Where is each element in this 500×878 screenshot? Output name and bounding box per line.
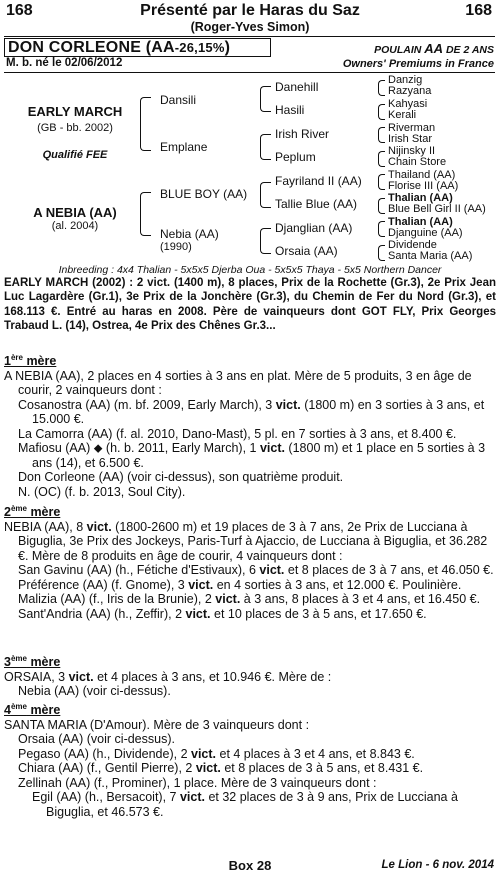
pedigree-ggg-5b: Florise III (AA) (388, 180, 459, 192)
bracket-gg-6 (378, 198, 385, 214)
fourth-dam-section (4, 700, 496, 819)
pedigree-g1: Dansili (160, 93, 197, 107)
pedigree-ggg-5a: Thailand (AA) (388, 169, 456, 181)
sire-summary: EARLY MARCH (2002) : 2 vict. (1400 m), 8 places, Prix de la Rochette (Gr.3), 2e Prix Jean Luc Lagardère (Gr.1), 3e Prix de la Jonchère (Gr.3), du Chemin de Fer du Nord (Gr.3), et 168.113 €. Entré au haras en 2008. Père de vainqueurs dont GOT FLY, Prix Georges Trabaud L. (14), Ostrea, 4e Prix des Chênes Gr.3... (4, 277, 496, 332)
horse-sex-age: POULAIN AA DE 2 ANS (374, 41, 494, 56)
header-rule (4, 36, 495, 37)
list-item: N. (OC) (f. b. 2013, Soul City). (18, 484, 186, 499)
second-dam-text: NEBIA (AA), 8 vict. (1800-2600 m) et 19 places de 3 à 7 ans, 2e Prix de Lucciana à Biguglia, 3e Prix des Jockeys, Paris-Turf à Ajaccio, de Lucciana à Biguglia, et 36.282 €. Mère de 8 produits en âge de courir, 4 vainqueurs dont : (4, 519, 488, 563)
bracket-gg-3 (378, 127, 385, 143)
horse-name: DON CORLEONE (AA-26,15%) (8, 39, 231, 56)
bracket-g4 (260, 228, 271, 254)
bracket-g2 (260, 134, 271, 160)
bracket-dam (140, 192, 151, 236)
fourth-dam-heading: 4ème mère (4, 702, 61, 718)
pedigree-gg-6: Tallie Blue (AA) (275, 197, 358, 211)
pedigree-ggg-2a: Kahyasi (388, 98, 428, 110)
sale-location-date: Le Lion - 6 nov. 2014 (381, 859, 494, 871)
horse-dob: M. b. né le 02/06/2012 (6, 57, 123, 69)
pedigree-ggg-7b: Djanguine (AA) (388, 227, 463, 239)
pedigree-ggg-1b: Razyana (388, 85, 432, 97)
bracket-sire (140, 97, 151, 151)
pedigree-ggg-8b: Santa Maria (AA) (388, 250, 473, 262)
fourth-dam-text: SANTA MARIA (D'Amour). Mère de 3 vainqueurs dont : (4, 717, 310, 732)
consignor: (Roger-Yves Simon) (190, 20, 310, 34)
header-rule-2 (4, 72, 495, 73)
list-item: Cosanostra (AA) (m. bf. 2009, Early March), 3 vict. (1800 m) en 3 sorties à 3 ans, et 15.000 €. (18, 397, 485, 427)
pedigree-ggg-8a: Dividende (388, 239, 437, 251)
bracket-gg-8 (378, 245, 385, 261)
pedigree-sire-info: (GB - bb. 2002) (37, 122, 113, 134)
pedigree-ggg-6b: Blue Bell Girl II (AA) (388, 203, 486, 215)
first-dam-section (4, 351, 496, 499)
bracket-gg-5 (378, 174, 385, 190)
pedigree-ggg-1a: Danzig (388, 74, 423, 86)
list-item: Egil (AA) (h., Bersacoit), 7 vict. et 32 places de 3 à 9 ans, Prix de Lucciana à Biguglia, et 46.573 €. (32, 790, 458, 819)
list-item: Mafiosu (AA) ⬥ (h. b. 2011, Early March), 1 vict. (1800 m) et 1 place en 5 sorties à 3 ans (14), et 6.500 €. (18, 441, 486, 470)
list-item: Malizia (AA) (f., Iris de la Brunie), 2 vict. à 3 ans, 8 places à 3 et 4 ans, et 16.450 €. (18, 592, 481, 607)
first-dam-heading: 1ère mère (4, 353, 57, 369)
pedigree-g3: BLUE BOY (AA) (160, 187, 248, 201)
list-item: Nebia (AA) (voir ci-dessus). (18, 684, 171, 699)
page-title: Présenté par le Haras du Saz (140, 2, 360, 19)
third-dam-text: ORSAIA, 3 vict. et 4 places à 3 ans, et 10.946 €. Mère de : (4, 669, 332, 684)
bracket-gg-1 (378, 80, 385, 96)
list-item: La Camorra (AA) (f. al. 2010, Dano-Mast), 5 pl. en 7 sorties à 3 ans, et 8.400 €. (18, 426, 457, 441)
pedigree-ggg-7a: Thalian (AA) (388, 216, 453, 228)
pedigree-gg-3: Irish River (275, 127, 330, 141)
pedigree-gg-5: Fayriland II (AA) (275, 174, 362, 188)
pedigree-ggg-3a: Riverman (388, 122, 436, 134)
owners-premiums: Owners' Premiums in France (342, 58, 494, 70)
bracket-g1 (260, 86, 271, 112)
second-dam-heading: 2ème mère (4, 504, 61, 520)
box-number: Box 28 (228, 858, 272, 873)
bracket-gg-4 (378, 151, 385, 167)
bracket-gg-7 (378, 221, 385, 237)
list-item: Don Corleone (AA) (voir ci-dessus), son quatrième produit. (18, 470, 344, 485)
pedigree-ggg-2b: Kerali (388, 109, 417, 121)
pedigree-g2: Emplane (160, 140, 208, 154)
second-dam-section (4, 502, 496, 621)
pedigree-dam: A NEBIA (AA) (33, 205, 117, 220)
pedigree-gg-7: Djanglian (AA) (275, 221, 353, 235)
list-item: Zellinah (AA) (f., Prominer), 1 place. Mère de 3 vainqueurs dont : (18, 775, 377, 790)
list-item: Pegaso (AA) (h., Dividende), 2 vict. et 4 places à 3 et 4 ans, et 8.843 €. (18, 746, 415, 761)
third-dam-section (4, 652, 496, 699)
pedigree-ggg-3b: Irish Star (388, 133, 433, 145)
list-item: Sant'Andria (AA) (h., Zeffir), 2 vict. et 10 places de 3 à 5 ans, et 17.650 €. (18, 606, 427, 621)
list-item: Chiara (AA) (f., Gentil Pierre), 2 vict. et 8 places de 3 à 5 ans, et 8.431 €. (18, 761, 424, 776)
pedigree-sire: EARLY MARCH (27, 104, 123, 119)
list-item: Orsaia (AA) (voir ci-dessus). (18, 732, 175, 747)
pedigree-ggg-4a: Nijinsky II (388, 145, 436, 157)
pedigree-ggg-4b: Chain Store (388, 156, 447, 168)
bracket-gg-2 (378, 104, 385, 120)
pedigree-gg-2: Hasili (275, 103, 305, 117)
pedigree-gg-1: Danehill (275, 80, 319, 94)
pedigree-gg-4: Peplum (275, 150, 316, 164)
pedigree-ggg-6a: Thalian (AA) (388, 192, 453, 204)
list-item: San Gavinu (AA) (h., Fétiche d'Estivaux), 6 vict. et 8 places de 3 à 7 ans, et 46.050 €. (18, 563, 494, 578)
first-dam-text: A NEBIA (AA), 2 places en 4 sorties à 3 ans en plat. Mère de 5 produits, 3 en âge de courir, 2 vainqueurs dont : (4, 368, 472, 398)
pedigree-g4: Nebia (AA) (160, 227, 219, 241)
pedigree-sire-note: Qualifié FEE (42, 149, 108, 161)
third-dam-heading: 3ème mère (4, 654, 61, 670)
pedigree-gg-8: Orsaia (AA) (275, 244, 338, 258)
bracket-g3 (260, 182, 271, 208)
lot-number-right: 168 (465, 2, 492, 19)
list-item: Préférence (AA) (f. Gnome), 3 vict. en 4 sorties à 3 ans, et 12.000 €. Poulinière. (18, 577, 462, 592)
inbreeding-note: Inbreeding : 4x4 Thalian - 5x5x5 Djerba Oua - 5x5x5 Thaya - 5x5 Northern Dancer (58, 264, 442, 276)
pedigree-g4-year: (1990) (160, 241, 192, 253)
pedigree-dam-info: (al. 2004) (51, 220, 99, 232)
lot-number-left: 168 (6, 2, 33, 19)
